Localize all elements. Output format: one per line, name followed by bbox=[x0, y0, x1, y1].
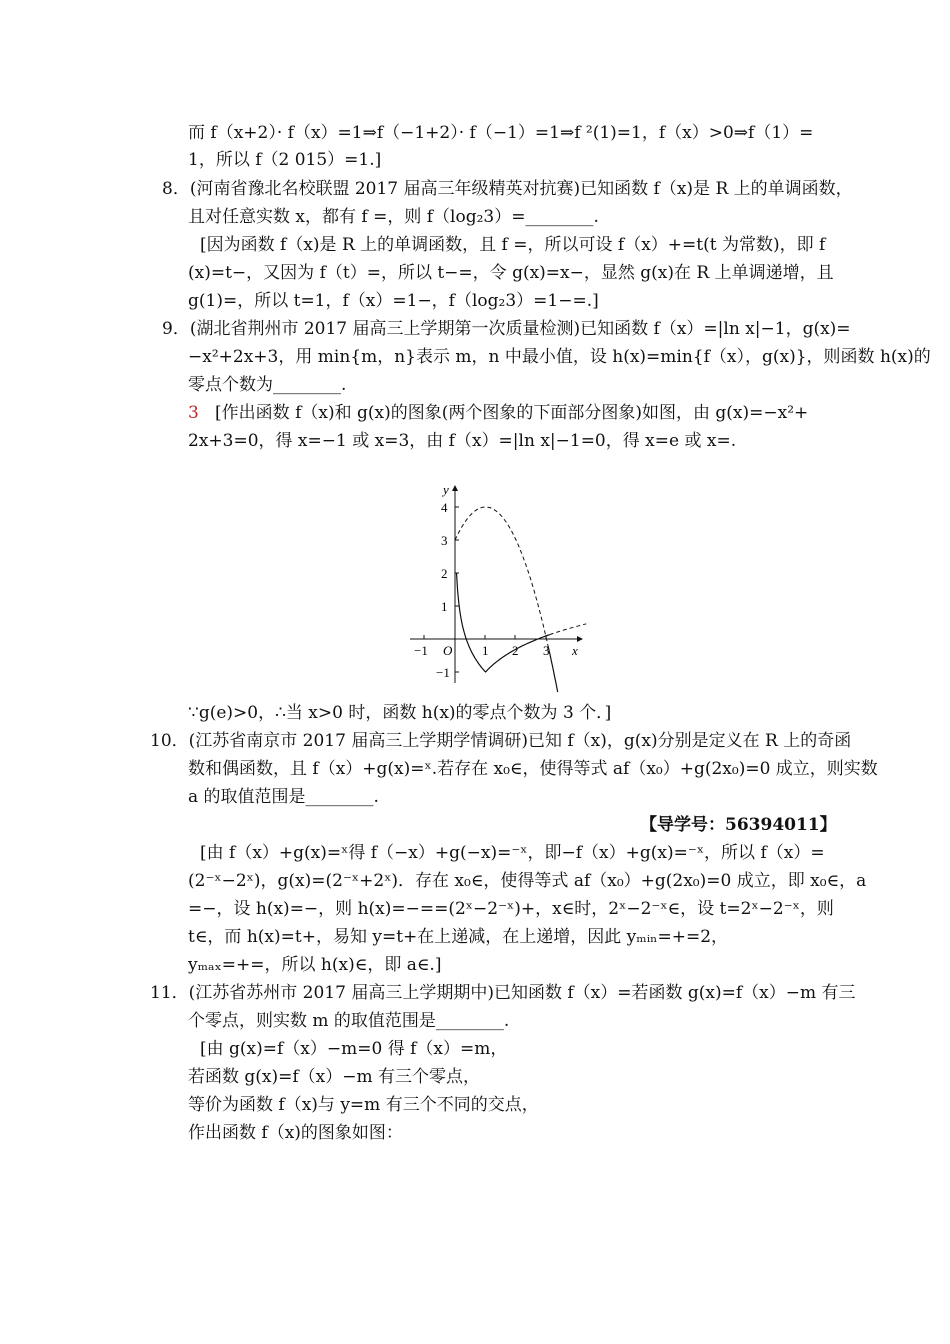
text-line: 作出函数 f（x)的图象如图： bbox=[188, 1123, 403, 1143]
text-line: ∵g(e)>0，∴当 x>0 时，函数 h(x)的零点个数为 3 个．] bbox=[188, 703, 612, 723]
text-line: 若函数 g(x)=f（x）−m 有三个零点， bbox=[188, 1067, 481, 1087]
text-line: 零点个数为________. bbox=[188, 375, 347, 395]
text-line: (2⁻ˣ−2ˣ)，g(x)=(2⁻ˣ+2ˣ)．存在 x₀∈，使得等式 af（x₀）+g(2x₀)=0 成立，即 x₀∈，a bbox=[188, 871, 867, 891]
text-line: −x²+2x+3，用 min{m，n}表示 m，n 中最小值，设 h(x)=min{f（x），g(x)}，则函数 h(x)的 bbox=[188, 347, 931, 367]
y-tick-label: 4 bbox=[441, 500, 448, 515]
text-line: 1，所以 f（2 015）=1.] bbox=[188, 150, 382, 170]
text-line: g(1)=，所以 t=1，f（x）=1−，f（log₂3）=1−=.] bbox=[188, 291, 599, 311]
text-line: 2x+3=0，得 x=−1 或 x=3，由 f（x）=|ln x|−1=0，得 x=e 或 x=. bbox=[188, 431, 737, 451]
text-line: 且对任意实数 x，都有 f =，则 f（log₂3）=________. bbox=[188, 207, 599, 227]
text-line: yₘₐₓ=+=，所以 h(x)∈，即 a∈.] bbox=[188, 955, 442, 975]
x-tick-label: 3 bbox=[543, 643, 550, 658]
y-tick-label: 2 bbox=[441, 566, 448, 581]
text-line: [由 g(x)=f（x）−m=0 得 f（x）=m， bbox=[200, 1039, 508, 1059]
x-tick-label: 1 bbox=[482, 643, 489, 658]
text-line: 个零点，则实数 m 的取值范围是________. bbox=[188, 1011, 510, 1031]
text-line: 等价为函数 f（x)与 y=m 有三个不同的交点， bbox=[188, 1095, 539, 1115]
g-curve-dashed bbox=[455, 507, 548, 646]
text-line: =−，设 h(x)=−，则 h(x)=−==(2ˣ−2⁻ˣ)+，x∈时，2ˣ−2⁻ˣ∈，设 t=2ˣ−2⁻ˣ，则 bbox=[188, 899, 834, 919]
g-curve bbox=[548, 646, 559, 692]
f-curve-dashed bbox=[550, 624, 587, 635]
text-line: 数和偶函数，且 f（x）+g(x)=ˣ.若存在 x₀∈，使得等式 af（x₀）+g(2x₀)=0 成立，则实数 bbox=[188, 759, 878, 779]
problem-8-title: 8．(河南省豫北名校联盟 2017 届高三年级精英对抗赛)已知函数 f（x)是 R 上的单调函数， bbox=[162, 179, 853, 199]
x-tick-label: −1 bbox=[414, 643, 428, 658]
text-line: 而 f（x+2）· f（x）=1⇒f（−1+2）· f（−1）=1⇒f ²(1)=1，f（x）>0⇒f（1）= bbox=[188, 123, 814, 143]
y-tick-label: 1 bbox=[441, 599, 448, 614]
text-line: [由 f（x）+g(x)=ˣ得 f（−x）+g(−x)=⁻ˣ，即−f（x）+g(x)=⁻ˣ，所以 f（x）= bbox=[200, 843, 825, 863]
y-tick-label: 3 bbox=[441, 533, 448, 548]
text-line: 3 [作出函数 f（x)和 g(x)的图象(两个图象的下面部分图象)如图，由 g(x)=−x²+ bbox=[188, 403, 809, 423]
origin-label: O bbox=[443, 643, 453, 658]
answer-9: 3 bbox=[188, 403, 199, 423]
problem-11-title: 11．(江苏省苏州市 2017 届高三上学期期中)已知函数 f（x）=若函数 g(x)=f（x）−m 有三 bbox=[150, 983, 856, 1003]
doc-number: 【导学号：56394011】 bbox=[640, 815, 837, 835]
y-tick-label: −1 bbox=[436, 665, 450, 680]
function-graph bbox=[400, 478, 600, 692]
text-line: t∈，而 h(x)=t+，易知 y=t+在上递减，在上递增，因此 yₘᵢₙ=+=2， bbox=[188, 927, 729, 947]
x-axis-label: x bbox=[572, 643, 578, 658]
y-axis-label: y bbox=[443, 482, 449, 497]
problem-9-title: 9．(湖北省荆州市 2017 届高三上学期第一次质量检测)已知函数 f（x）=|ln x|−1，g(x)= bbox=[162, 319, 851, 339]
text-line: [因为函数 f（x)是 R 上的单调函数，且 f =，所以可设 f（x）+=t(t 为常数)，即 f bbox=[200, 235, 826, 255]
text-line: a 的取值范围是________. bbox=[188, 787, 379, 807]
text-line: (x)=t−，又因为 f（t）=，所以 t−=，令 g(x)=x−，显然 g(x)在 R 上单调递增，且 bbox=[188, 263, 834, 283]
f-curve bbox=[457, 573, 550, 672]
x-tick-label: 2 bbox=[512, 643, 519, 658]
problem-10-title: 10．(江苏省南京市 2017 届高三上学期学情调研)已知 f（x)，g(x)分别是定义在 R 上的奇函 bbox=[150, 731, 852, 751]
